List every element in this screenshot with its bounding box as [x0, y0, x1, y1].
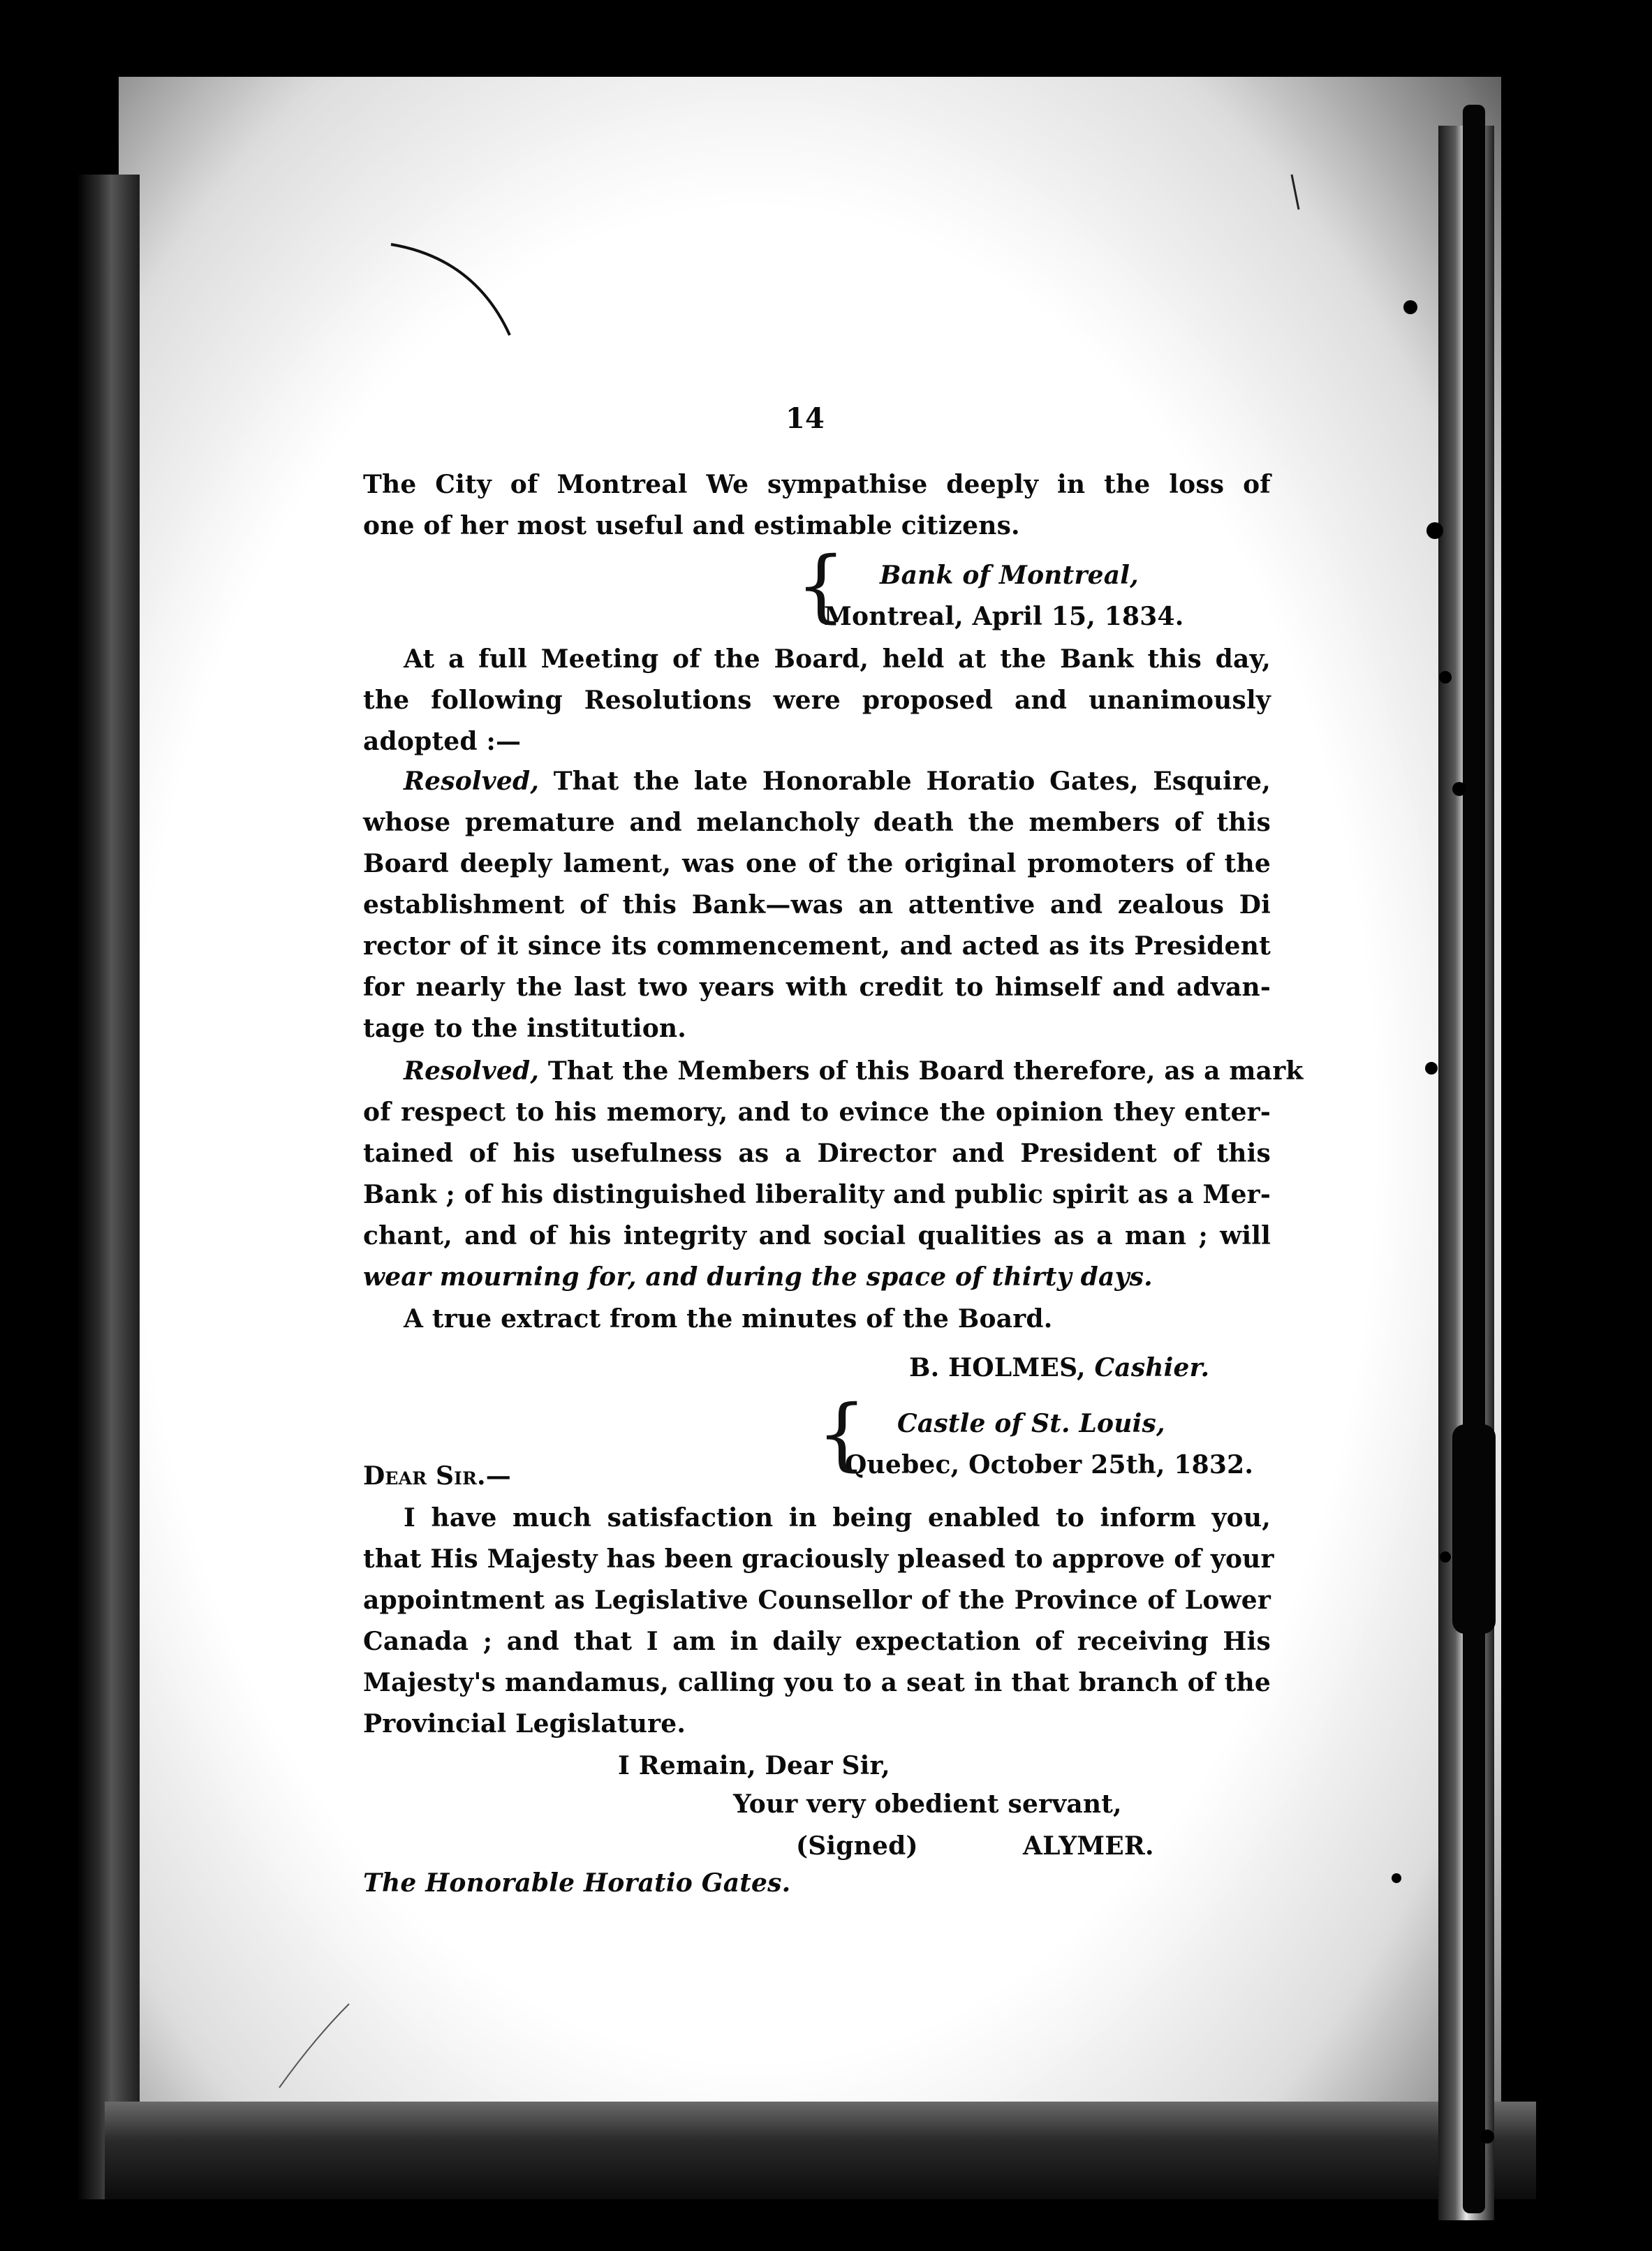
heading-line: Quebec, October 25th, 1832. [845, 1450, 1254, 1479]
text-fragment: That the Members of this Board therefore, as a mark [547, 1056, 1304, 1086]
text-line: establishment of this Bank—was an attentive and zealous Di [363, 890, 1271, 920]
text-line: Bank ; of his distinguished liberality and public spirit as a Mer- [363, 1180, 1271, 1209]
speck [1529, 1026, 1543, 1040]
text-line: Canada ; and that I am in daily expectation of receiving His [363, 1627, 1271, 1656]
signature-alymer [1023, 1826, 1154, 1867]
ink-scratch-lower [279, 2004, 349, 2088]
addressee [363, 1863, 790, 1904]
text-line: tage to the institution. [363, 1014, 687, 1043]
text-line [363, 1051, 1304, 1092]
text-line: chant, and of his integrity and social qualities as a man ; will [363, 1221, 1271, 1250]
text-line: whose premature and melancholy death the members of this [363, 808, 1271, 837]
text-line: that His Majesty has been graciously pleased to approve of your [363, 1544, 1274, 1574]
curly-brace-icon: { [817, 1389, 867, 1479]
text-line: appointment as Legislative Counsellor of the Province of Lower [363, 1586, 1271, 1615]
text-line: Your very obedient servant, [733, 1789, 1122, 1819]
signature-holmes [909, 1348, 1209, 1389]
text-line: At a full Meeting of the Board, held at the Bank this day, [404, 644, 1271, 674]
heading-line: Bank of Montreal, [880, 561, 1139, 590]
signed-mark [796, 1826, 918, 1867]
extract-note [363, 1299, 1271, 1340]
resolution-1 [363, 761, 1271, 1049]
salutation [363, 1456, 1271, 1497]
pencil-mark [1292, 175, 1299, 209]
resolved-lead: Resolved, [404, 767, 540, 796]
heading-line: Montreal, April 15, 1834. [824, 602, 1184, 631]
ink-scratch [391, 244, 510, 335]
text-line: A true extract from the minutes of the Board. [404, 1304, 1053, 1334]
text-line: for nearly the last two years with credit to himself and advan- [363, 973, 1271, 1002]
signer-name: ALYMER. [1023, 1831, 1154, 1861]
resolution-2 [363, 1051, 1304, 1298]
signer-title: Cashier. [1094, 1353, 1210, 1382]
signed-label: (Signed) [796, 1831, 918, 1861]
text-line: I Remain, Dear Sir, [618, 1751, 890, 1780]
speck [1403, 300, 1417, 314]
speck [1440, 1551, 1451, 1563]
heading-line: Castle of St. Louis, [897, 1409, 1165, 1438]
text-line: The Honorable Horatio Gates. [363, 1868, 791, 1898]
text-line: Board deeply lament, was one of the original promoters of the [363, 849, 1271, 878]
resolved-lead: Resolved, [404, 1056, 540, 1086]
speck [1531, 1265, 1542, 1276]
speck [1452, 782, 1466, 796]
text-line [363, 761, 1271, 802]
speck [1480, 2130, 1494, 2143]
text-line: Provincial Legislature. [363, 1709, 686, 1739]
speck [1425, 1062, 1438, 1075]
text-line: of respect to his memory, and to evince the opinion they enter- [363, 1098, 1271, 1127]
speck [1544, 1530, 1556, 1542]
letter-body [363, 1498, 1274, 1745]
text-line: wear mourning for, and during the space of thirty days. [363, 1262, 1153, 1292]
text-line: the following Resolutions were proposed and unanimously [363, 686, 1271, 715]
text-line: tained of his usefulness as a Director and President of this [363, 1139, 1271, 1168]
text-line: The City of Montreal We sympathise deeply in the loss of [363, 470, 1271, 499]
speck [1439, 671, 1452, 684]
text-line: Majesty's mandamus, calling you to a seat in that branch of the [363, 1668, 1271, 1697]
closing-line-1 [618, 1746, 890, 1787]
text-fragment: That the late Honorable Horatio Gates, Esquire, [553, 767, 1271, 796]
closing-line-2 [733, 1784, 1122, 1825]
signer-name: B. HOLMES, [909, 1353, 1086, 1382]
page-number: 14 [786, 402, 825, 435]
speck [1524, 783, 1535, 795]
speck [1392, 1873, 1401, 1883]
text-line: adopted :— [363, 727, 522, 756]
text-line: I have much satisfaction in being enabled to inform you, [404, 1503, 1271, 1533]
text-line: Dear Sir.— [363, 1461, 511, 1491]
paragraph-city-montreal [363, 464, 1271, 547]
curly-brace-icon: { [796, 540, 846, 631]
meeting-intro [363, 639, 1271, 762]
text-line: one of her most useful and estimable citizens. [363, 511, 1020, 540]
bank-heading [796, 540, 1184, 637]
text-line: rector of it since its commencement, and acted as its President [363, 931, 1271, 961]
speck [1426, 522, 1443, 539]
